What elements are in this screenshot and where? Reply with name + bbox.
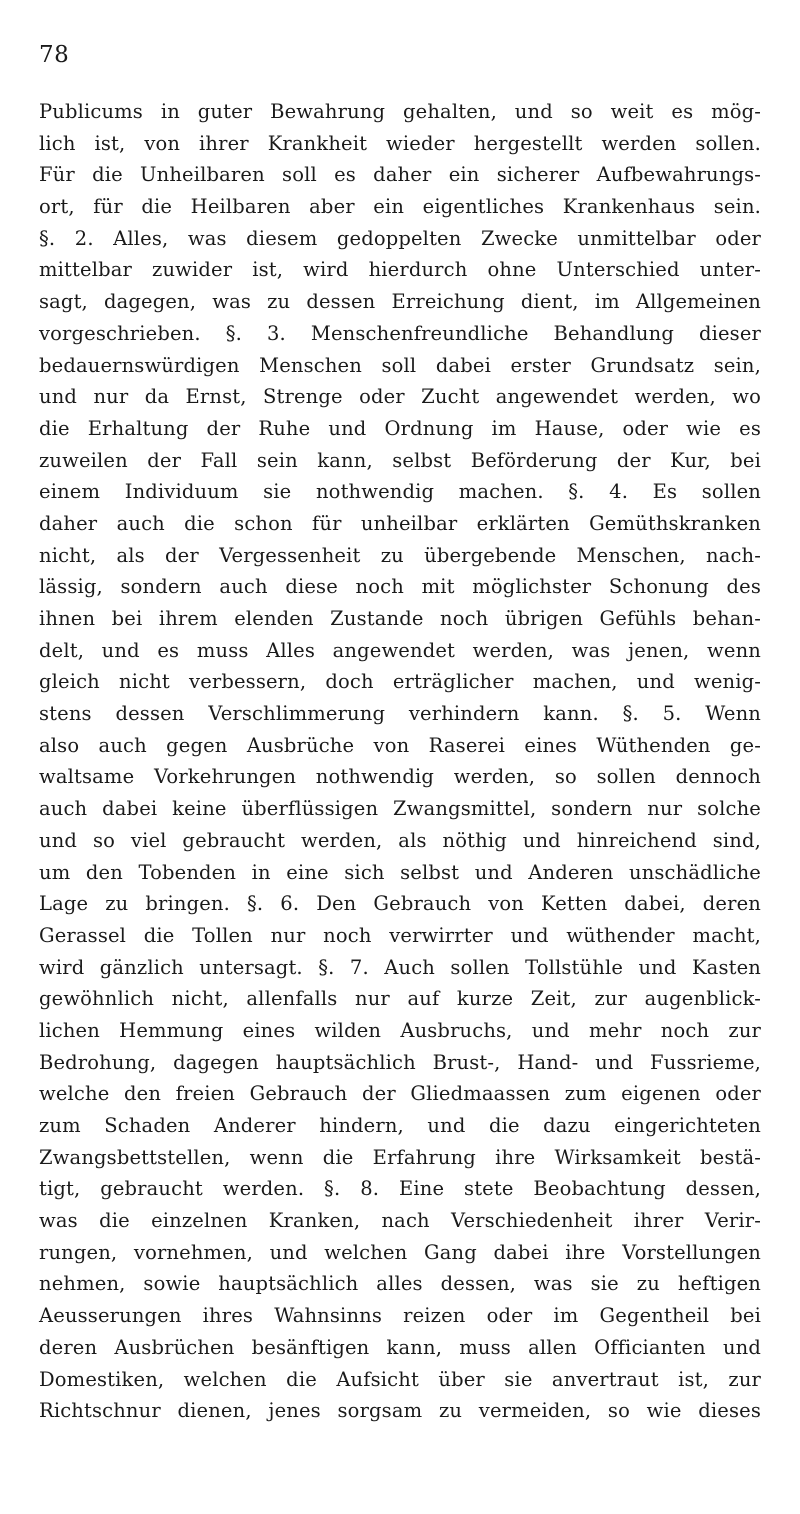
text-line: um den Tobenden in eine sich selbst und Anderen unschädliche xyxy=(39,860,761,884)
text-line: mittelbar zuwider ist, wird hierdurch ohne Unterschied unter- xyxy=(39,258,761,282)
text-line: deren Ausbrüchen besänftigen kann, muss allen Officianten und xyxy=(39,1335,761,1359)
text-line: Für die Unheilbaren soll es daher ein sicherer Aufbewahrungs- xyxy=(39,163,761,187)
text-line: daher auch die schon für unheilbar erklärten Gemüthskranken xyxy=(39,511,761,535)
text-line: delt, und es muss Alles angewendet werden, was jenen, wenn xyxy=(39,638,761,662)
text-line: wird gänzlich untersagt. §. 7. Auch sollen Tollstühle und Kasten xyxy=(39,955,761,979)
text-line: Domestiken, welchen die Aufsicht über sie anvertraut ist, zur xyxy=(39,1367,761,1391)
text-line: zum Schaden Anderer hindern, und die dazu eingerichteten xyxy=(39,1114,761,1137)
text-line: Lage zu bringen. §. 6. Den Gebrauch von Ketten dabei, deren xyxy=(39,892,761,916)
text-line: und nur da Ernst, Strenge oder Zucht angewendet werden, wo xyxy=(39,385,761,409)
text-line: ort, für die Heilbaren aber ein eigentliches Krankenhaus sein. xyxy=(39,195,761,219)
text-line: nehmen, sowie hauptsächlich alles dessen, was sie zu heftigen xyxy=(39,1272,761,1296)
text-line: rungen, vornehmen, und welchen Gang dabei ihre Vorstellungen xyxy=(39,1240,761,1264)
text-line: gleich nicht verbessern, doch erträglicher machen, und wenig- xyxy=(39,670,761,694)
text-line: bedauernswürdigen Menschen soll dabei erster Grundsatz sein, xyxy=(39,353,761,377)
text-line: die Erhaltung der Ruhe und Ordnung im Hause, oder wie es xyxy=(39,416,761,440)
text-line: lässig, sondern auch diese noch mit möglichster Schonung des xyxy=(39,575,761,599)
text-line: Publicums in guter Bewahrung gehalten, und so weit es mög- xyxy=(39,100,761,123)
text-line: Aeusserungen ihres Wahnsinns reizen oder im Gegentheil bei xyxy=(39,1304,761,1328)
text-line: vorgeschrieben. §. 3. Menschenfreundliche Behandlung dieser xyxy=(39,321,761,345)
text-line: ihnen bei ihrem elenden Zustande noch übrigen Gefühls behan- xyxy=(39,607,761,630)
text-line: waltsame Vorkehrungen nothwendig werden, so sollen dennoch xyxy=(39,765,761,789)
text-line: nicht, als der Vergessenheit zu übergebende Menschen, nach- xyxy=(39,543,761,567)
text-line: also auch gegen Ausbrüche von Raserei eines Wüthenden ge- xyxy=(39,733,761,757)
text-line: auch dabei keine überflüssigen Zwangsmittel, sondern nur solche xyxy=(39,797,761,821)
text-line: Gerassel die Tollen nur noch verwirrter und wüthender macht, xyxy=(39,923,761,947)
text-line: welche den freien Gebrauch der Gliedmaassen zum eigenen oder xyxy=(39,1082,761,1106)
text-line: stens dessen Verschlimmerung verhindern kann. §. 5. Wenn xyxy=(39,702,761,726)
text-line: zuweilen der Fall sein kann, selbst Beförderung der Kur, bei xyxy=(39,448,761,472)
text-line: gewöhnlich nicht, allenfalls nur auf kurze Zeit, zur augenblick- xyxy=(39,987,761,1011)
text-line: was die einzelnen Kranken, nach Verschiedenheit ihrer Verir- xyxy=(39,1209,761,1233)
text-line: lich ist, von ihrer Krankheit wieder hergestellt werden sollen. xyxy=(39,131,761,155)
body-text xyxy=(39,96,761,1427)
text-line: einem Individuum sie nothwendig machen. §. 4. Es sollen xyxy=(39,480,761,504)
text-line: Richtschnur dienen, jenes sorgsam zu vermeiden, so wie dieses xyxy=(39,1399,761,1423)
text-line: lichen Hemmung eines wilden Ausbruchs, und mehr noch zur xyxy=(39,1018,761,1042)
text-line: sagt, dagegen, was zu dessen Erreichung dient, im Allgemeinen xyxy=(39,290,761,314)
page-number: 78 xyxy=(39,42,70,68)
text-line: Zwangsbettstellen, wenn die Erfahrung ihre Wirksamkeit bestä- xyxy=(39,1145,761,1169)
text-line: Bedrohung, dagegen hauptsächlich Brust-, Hand- und Fussrieme, xyxy=(39,1050,761,1074)
text-line: §. 2. Alles, was diesem gedoppelten Zwecke unmittelbar oder xyxy=(39,226,761,250)
text-line: tigt, gebraucht werden. §. 8. Eine stete Beobachtung dessen, xyxy=(39,1177,761,1201)
text-line: und so viel gebraucht werden, als nöthig und hinreichend sind, xyxy=(39,828,761,852)
